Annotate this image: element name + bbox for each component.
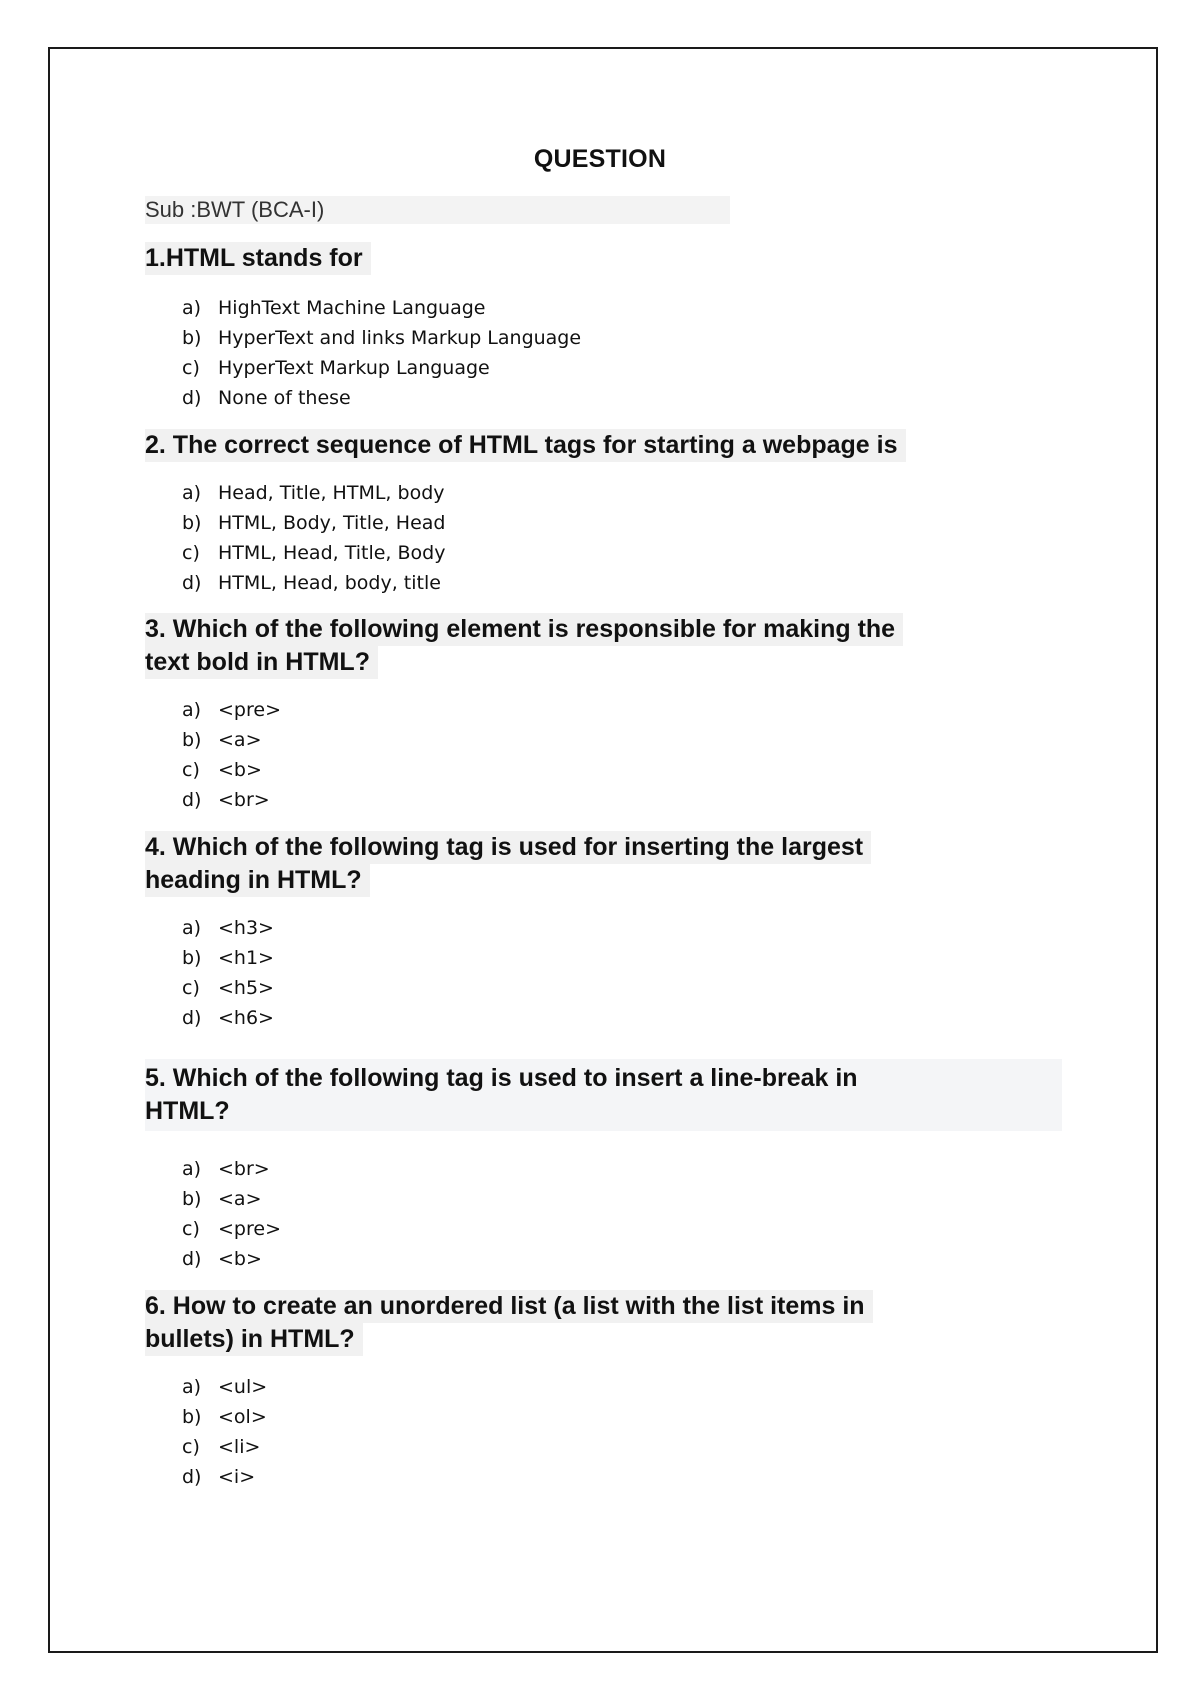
question-6: [145, 1290, 873, 1356]
option-letter: b): [182, 1188, 202, 1210]
option-b: [182, 943, 274, 973]
question-4: [145, 831, 871, 897]
question-3: [145, 613, 903, 679]
option-letter: c): [182, 1218, 200, 1240]
option-b: [182, 1402, 267, 1432]
question-text-line-1: 4. Which of the following tag is used for inserting the largest: [145, 831, 871, 864]
option-letter: d): [182, 387, 202, 409]
option-letter: d): [182, 1007, 202, 1029]
question-1-options: [182, 293, 581, 413]
option-letter: d): [182, 1248, 202, 1270]
option-letter: b): [182, 512, 202, 534]
question-5-options: [182, 1154, 281, 1274]
option-b: [182, 508, 445, 538]
option-a: [182, 293, 581, 323]
option-d: [182, 1244, 281, 1274]
option-text: <br>: [218, 789, 270, 811]
option-letter: a): [182, 482, 202, 504]
option-text: Head, Title, HTML, body: [218, 482, 445, 504]
question-4-options: [182, 913, 274, 1033]
option-b: [182, 1184, 281, 1214]
option-c: [182, 1432, 267, 1462]
option-text: <i>: [218, 1466, 256, 1488]
option-text: HTML, Head, Title, Body: [218, 542, 446, 564]
option-c: [182, 755, 281, 785]
question-text-line-2: text bold in HTML?: [145, 646, 378, 679]
option-letter: d): [182, 572, 202, 594]
option-letter: c): [182, 1436, 200, 1458]
option-text: <pre>: [218, 1218, 281, 1240]
option-letter: a): [182, 1376, 202, 1398]
option-a: [182, 1154, 281, 1184]
option-letter: c): [182, 759, 200, 781]
option-b: [182, 725, 281, 755]
question-text: 2. The correct sequence of HTML tags for starting a webpage is: [145, 429, 906, 462]
option-c: [182, 973, 274, 1003]
option-text: HTML, Body, Title, Head: [218, 512, 446, 534]
question-5: [145, 1059, 1062, 1131]
option-letter: a): [182, 699, 202, 721]
option-a: [182, 695, 281, 725]
option-letter: a): [182, 917, 202, 939]
option-letter: b): [182, 947, 202, 969]
option-letter: a): [182, 1158, 202, 1180]
option-text: <li>: [218, 1436, 261, 1458]
option-letter: c): [182, 357, 200, 379]
question-text-line-1: 3. Which of the following element is responsible for making the: [145, 613, 903, 646]
question-text-line-1: 6. How to create an unordered list (a list with the list items in: [145, 1290, 873, 1323]
question-text: 1.HTML stands for: [145, 242, 371, 275]
option-c: [182, 538, 445, 568]
question-1: [145, 242, 371, 275]
option-a: [182, 1372, 267, 1402]
option-text: <a>: [218, 1188, 262, 1210]
question-text-line-2: bullets) in HTML?: [145, 1323, 363, 1356]
option-c: [182, 353, 581, 383]
option-text: <b>: [218, 1248, 262, 1270]
option-c: [182, 1214, 281, 1244]
option-text: <br>: [218, 1158, 270, 1180]
option-d: [182, 1003, 274, 1033]
option-d: [182, 383, 581, 413]
option-a: [182, 913, 274, 943]
option-text: <h3>: [218, 917, 274, 939]
option-text: <pre>: [218, 699, 281, 721]
document-title: QUESTION: [533, 145, 667, 173]
option-text: HTML, Head, body, title: [218, 572, 441, 594]
option-letter: a): [182, 297, 202, 319]
subject-line: Sub :BWT (BCA-I): [145, 196, 730, 224]
question-text-line-1: 5. Which of the following tag is used to insert a line-break in: [145, 1064, 858, 1092]
option-text: <h1>: [218, 947, 274, 969]
option-text: <ul>: [218, 1376, 268, 1398]
option-d: [182, 568, 445, 598]
question-text-line-2: heading in HTML?: [145, 864, 370, 897]
option-text: HyperText Markup Language: [218, 357, 490, 379]
option-letter: c): [182, 542, 200, 564]
question-2: [145, 429, 906, 462]
question-2-options: [182, 478, 445, 598]
option-b: [182, 323, 581, 353]
option-letter: b): [182, 327, 202, 349]
option-text: <ol>: [218, 1406, 267, 1428]
question-3-options: [182, 695, 281, 815]
option-letter: d): [182, 789, 202, 811]
option-letter: d): [182, 1466, 202, 1488]
option-text: HighText Machine Language: [218, 297, 486, 319]
question-text-line-2: HTML?: [145, 1097, 230, 1125]
question-6-options: [182, 1372, 267, 1492]
option-text: <b>: [218, 759, 262, 781]
option-text: None of these: [218, 387, 351, 409]
option-letter: b): [182, 1406, 202, 1428]
option-text: <h5>: [218, 977, 274, 999]
option-text: HyperText and links Markup Language: [218, 327, 582, 349]
option-a: [182, 478, 445, 508]
option-letter: c): [182, 977, 200, 999]
option-text: <h6>: [218, 1007, 274, 1029]
option-d: [182, 785, 281, 815]
option-text: <a>: [218, 729, 262, 751]
option-letter: b): [182, 729, 202, 751]
option-d: [182, 1462, 267, 1492]
